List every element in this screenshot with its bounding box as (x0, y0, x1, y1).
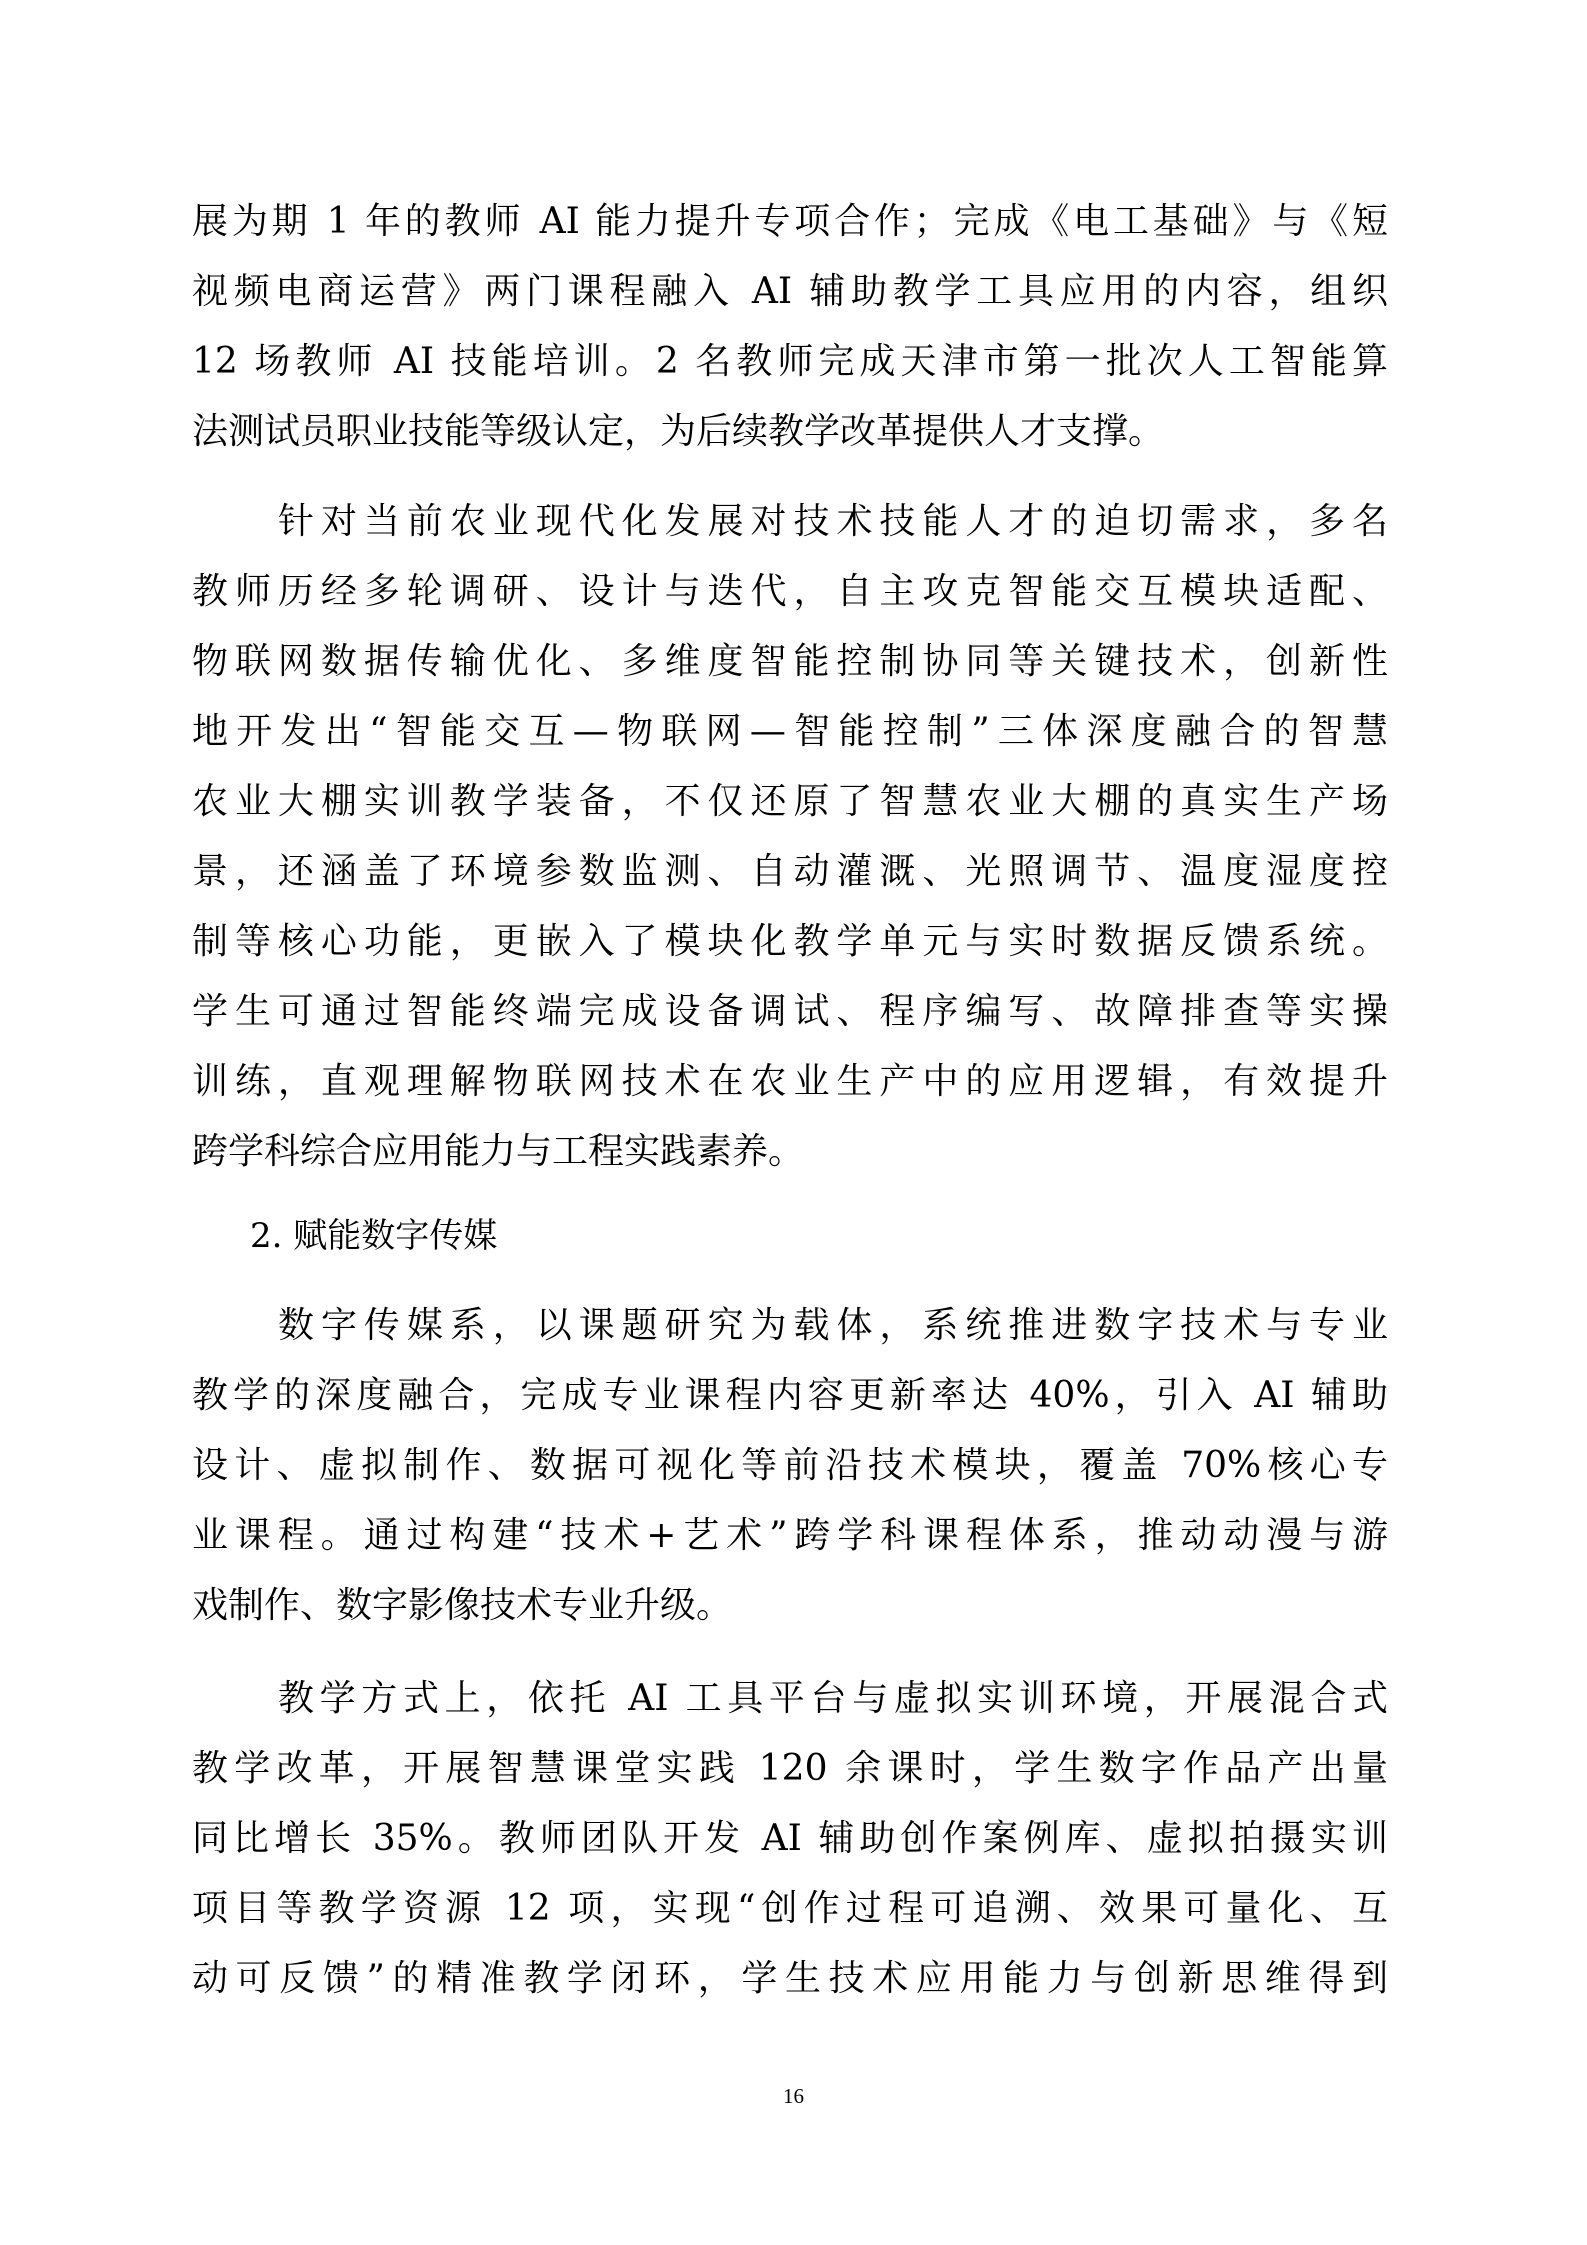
text-line: 视频电商运营》两门课程融入 AI 辅助教学工具应用的内容，组织 (192, 271, 1388, 312)
page-number: 16 (783, 2084, 804, 2108)
text-line: 物联网数据传输优化、多维度智能控制协同等关键技术，创新性 (192, 641, 1388, 682)
text-line: 教学改革，开展智慧课堂实践 120 余课时，学生数字作品产出量 (192, 1748, 1388, 1789)
text-line: 业课程。通过构建“技术+艺术”跨学科课程体系，推动动漫与游 (192, 1515, 1388, 1556)
text-line: 教师历经多轮调研、设计与迭代，自主攻克智能交互模块适配、 (192, 571, 1388, 612)
text-line: 项目等教学资源 12 项，实现“创作过程可追溯、效果可量化、互 (192, 1888, 1388, 1929)
text-line: 戏制作、数字影像技术专业升级。 (192, 1585, 733, 1626)
text-line: 展为期 1 年的教师 AI 能力提升专项合作；完成《电工基础》与《短 (192, 201, 1388, 242)
text-line: 地开发出“智能交互—物联网—智能控制”三体深度融合的智慧 (192, 711, 1388, 752)
text-line: 农业大棚实训教学装备，不仅还原了智慧农业大棚的真实生产场 (192, 781, 1388, 822)
text-line: 跨学科综合应用能力与工程实践素养。 (192, 1131, 805, 1172)
text-line: 动可反馈”的精准教学闭环，学生技术应用能力与创新思维得到 (192, 1958, 1388, 1999)
text-line: 同比增长 35%。教师团队开发 AI 辅助创作案例库、虚拟拍摄实训 (192, 1818, 1388, 1859)
text-line: 教学的深度融合，完成专业课程内容更新率达 40%，引入 AI 辅助 (192, 1375, 1388, 1416)
text-line: 12 场教师 AI 技能培训。2 名教师完成天津市第一批次人工智能算 (192, 341, 1388, 382)
text-line: 针对当前农业现代化发展对技术技能人才的迫切需求，多名 (278, 501, 1388, 542)
text-line: 训练，直观理解物联网技术在农业生产中的应用逻辑，有效提升 (192, 1061, 1388, 1102)
text-line: 制等核心功能，更嵌入了模块化教学单元与实时数据反馈系统。 (192, 921, 1388, 962)
paragraph-continuation (192, 187, 1388, 467)
paragraph-digital-media (192, 1291, 1388, 1641)
text-line: 景，还涵盖了环境参数监测、自动灌溉、光照调节、温度湿度控 (192, 851, 1388, 892)
text-line: 设计、虚拟制作、数据可视化等前沿技术模块，覆盖 70%核心专 (192, 1445, 1388, 1486)
text-line: 学生可通过智能终端完成设备调试、程序编写、故障排查等实操 (192, 991, 1388, 1032)
section-heading: 2. 赋能数字传媒 (250, 1216, 498, 1256)
paragraph-teaching-methods (192, 1664, 1388, 2014)
text-line: 数字传媒系，以课题研究为载体，系统推进数字技术与专业 (278, 1305, 1388, 1346)
text-line: 法测试员职业技能等级认定，为后续教学改革提供人才支撑。 (192, 411, 1165, 452)
text-line: 教学方式上，依托 AI 工具平台与虚拟实训环境，开展混合式 (278, 1678, 1388, 1719)
paragraph-smart-agriculture (192, 487, 1388, 1187)
